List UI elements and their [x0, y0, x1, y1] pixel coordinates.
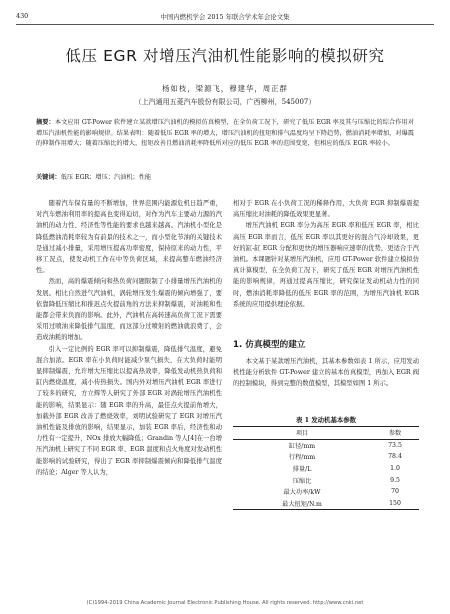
paper-title: 低压 EGR 对增压汽油机性能影响的模拟研究: [65, 47, 385, 65]
paragraph: 相对于 EGR 在小负荷工况的稀释作用，大负荷 EGR 抑制爆震提高压缩比对油耗的降低效果更显著。: [233, 200, 419, 219]
table-cell: 9.5: [390, 476, 400, 484]
table-cell: 最大功率/kW: [283, 489, 321, 497]
affiliation: （上汽通用五菱汽车股份有限公司，广西柳州，545007）: [134, 98, 316, 106]
table-row: [233, 451, 419, 463]
keywords-text: 低压 EGR；增压；汽油机；性能: [60, 174, 152, 181]
engine-parameters-table: [233, 426, 419, 510]
paragraph: 本文基于某款增压汽油机，其基本参数如表 1 所示，应用发动机性能分析软件 GT-Power 建立的基本仿真模型，再加入 EGR 阀的控制模块，得到完整的数值模型，其模型如图 1 所示。: [233, 358, 419, 388]
table-cell: 150: [371, 498, 419, 510]
copyright-footer: (C)1994-2019 China Academic Journal Electronic Publishing House. All rights reserved. http://www.cnki.net: [86, 600, 364, 606]
keywords-label: 关键词：: [36, 174, 61, 181]
table-cell: 压缩比: [292, 477, 312, 485]
paragraph: 随着汽车保有量的不断增加，世界范围内能源危机日趋严重，对汽车燃油利用率的提高也变得迫切，对作为汽车主要动力源的汽油机的动力性、经济性等性能的要求也越来越高。汽油机小型化是降低燃油消耗率较为有前景的技术之一，而小型化节油的关键技术是通过减小排量，采用增压提高功率密度，保持原来的动力性，平移工况点，使发动机工作在中等负荷区域，来提高整车燃油经济性。: [36, 200, 222, 275]
abstract-label: 摘要：: [36, 119, 55, 126]
section-body: [233, 356, 419, 390]
table-row: [233, 474, 419, 486]
table-cell: 最大扭矩/N.m: [233, 498, 371, 510]
table-row: [233, 498, 419, 510]
table-row: [233, 486, 419, 498]
table-cell: 73.5: [388, 441, 402, 449]
section-heading: 1. 仿真模型的建立: [233, 340, 306, 350]
table-header-cell: 项目: [233, 427, 371, 440]
journal-title: 中国内燃机学会 2015 年联合学术年会论文集: [160, 13, 290, 21]
author-list: 杨如枝，梁源飞，穆建华，周正群: [162, 84, 288, 93]
paragraph: 增压汽油机 EGR 率分为高压 EGR 率和低压 EGR 率，相比高压 EGR 率而言，低压 EGR 率以其更好的混合气冷却效果，更好的缸-缸 EGR 分配和更快的增压器响应速率的优势，更适合于汽油机。本课题针对某增压汽油机，应用 GT-Power 软件建立模拟仿真计算模型，在全负荷工况下，研究了低压 EGR 对增压汽油机性能的影响规律，再通过提高压缩比，研究保证发动机动力性的同时，燃油消耗率降低的低压 EGR 率的范围，为增压汽油机 EGR 系统的应用提供理论依据。: [233, 222, 419, 308]
table-cell: 78.4: [388, 453, 402, 461]
table-header-row: [233, 427, 419, 440]
abstract-text: 本文应用 GT-Power 软件建立某款增压汽油机的模拟仿真模型，在全负荷工况下，研究了低压 EGR 率及其与压缩比的综合作用对增压汽油机性能的影响规律。结果表明：随着低压 EGR 率的增大，增压汽油机的扭矩和排气温度均呈下降趋势，燃油消耗率增加，对爆震的抑制作用增大；随着压缩比的增大，扭矩改善且燃油消耗率降低所对应的低压 EGR 率的范围变宽，但相应的低压 EGR 率较小。: [36, 119, 415, 148]
table-row: [233, 463, 419, 475]
paragraph: 引入一定比例的 EGR 率可以抑制爆震，降低排气温度，避免混合加浓。EGR 率在小负荷时能减少泵气损失，在大负荷时能明显抑制爆震，允许增大压缩比以提高热效率，降低发动机热负荷和缸内燃烧温度，减小传热损失。国内外对增压汽油机 EGR 率进行了较多的研究，方立辉等人研究了外部 EGR 对涡轮增压汽油机性能的影响，结果显示：随 EGR 率的升高，最佳点火提前角增大，加载外部 EGR 改善了燃烧效率，刘明试验研究了 EGR 对增压汽油机性能及排放的影响，结果显示，加装 EGR 率后，经济性和动力性有一定提升，NOx 排放大幅降低；Grandin 等人[4]在一台增压汽油机上研究了不同 EGR 率、EGR 温度和点火角度对发动机性能影响的试验研究，得出了 EGR 率抑制爆震倾向和降低排气温度的结论；Alger 等人认为，: [36, 345, 222, 476]
left-column: [36, 198, 222, 478]
table-row: [233, 439, 419, 451]
table-cell: 排量/L: [292, 466, 312, 474]
page-number: 430: [16, 12, 29, 20]
table-cell: 1.0: [390, 465, 400, 473]
running-header: [16, 10, 434, 25]
table-caption: 表 1 发动机基本参数: [295, 416, 357, 424]
paragraph: 然而，高的爆震倾向和热负荷问题限制了小排量增压汽油机的发展。相比自然进气汽油机，涡轮增压发生爆震的倾向增强了，要依靠降低压缩比和推迟点火提前角的方法来抑制爆震，对油耗和性能都会带来负面的影响。此外，汽油机在高转速高负荷工况下需要采用过喷油来降低排气温度，而这部分过喷射的燃油就浪费了，会造成油耗的增加。: [36, 278, 222, 342]
right-column: [233, 198, 419, 310]
abstract: [36, 118, 414, 150]
table-cell: 70: [391, 488, 399, 496]
table-cell: 行程/mm: [288, 454, 316, 462]
keywords: [36, 172, 414, 181]
table-header-cell: 参数: [371, 427, 419, 440]
table-cell: 缸径/mm: [288, 442, 316, 450]
